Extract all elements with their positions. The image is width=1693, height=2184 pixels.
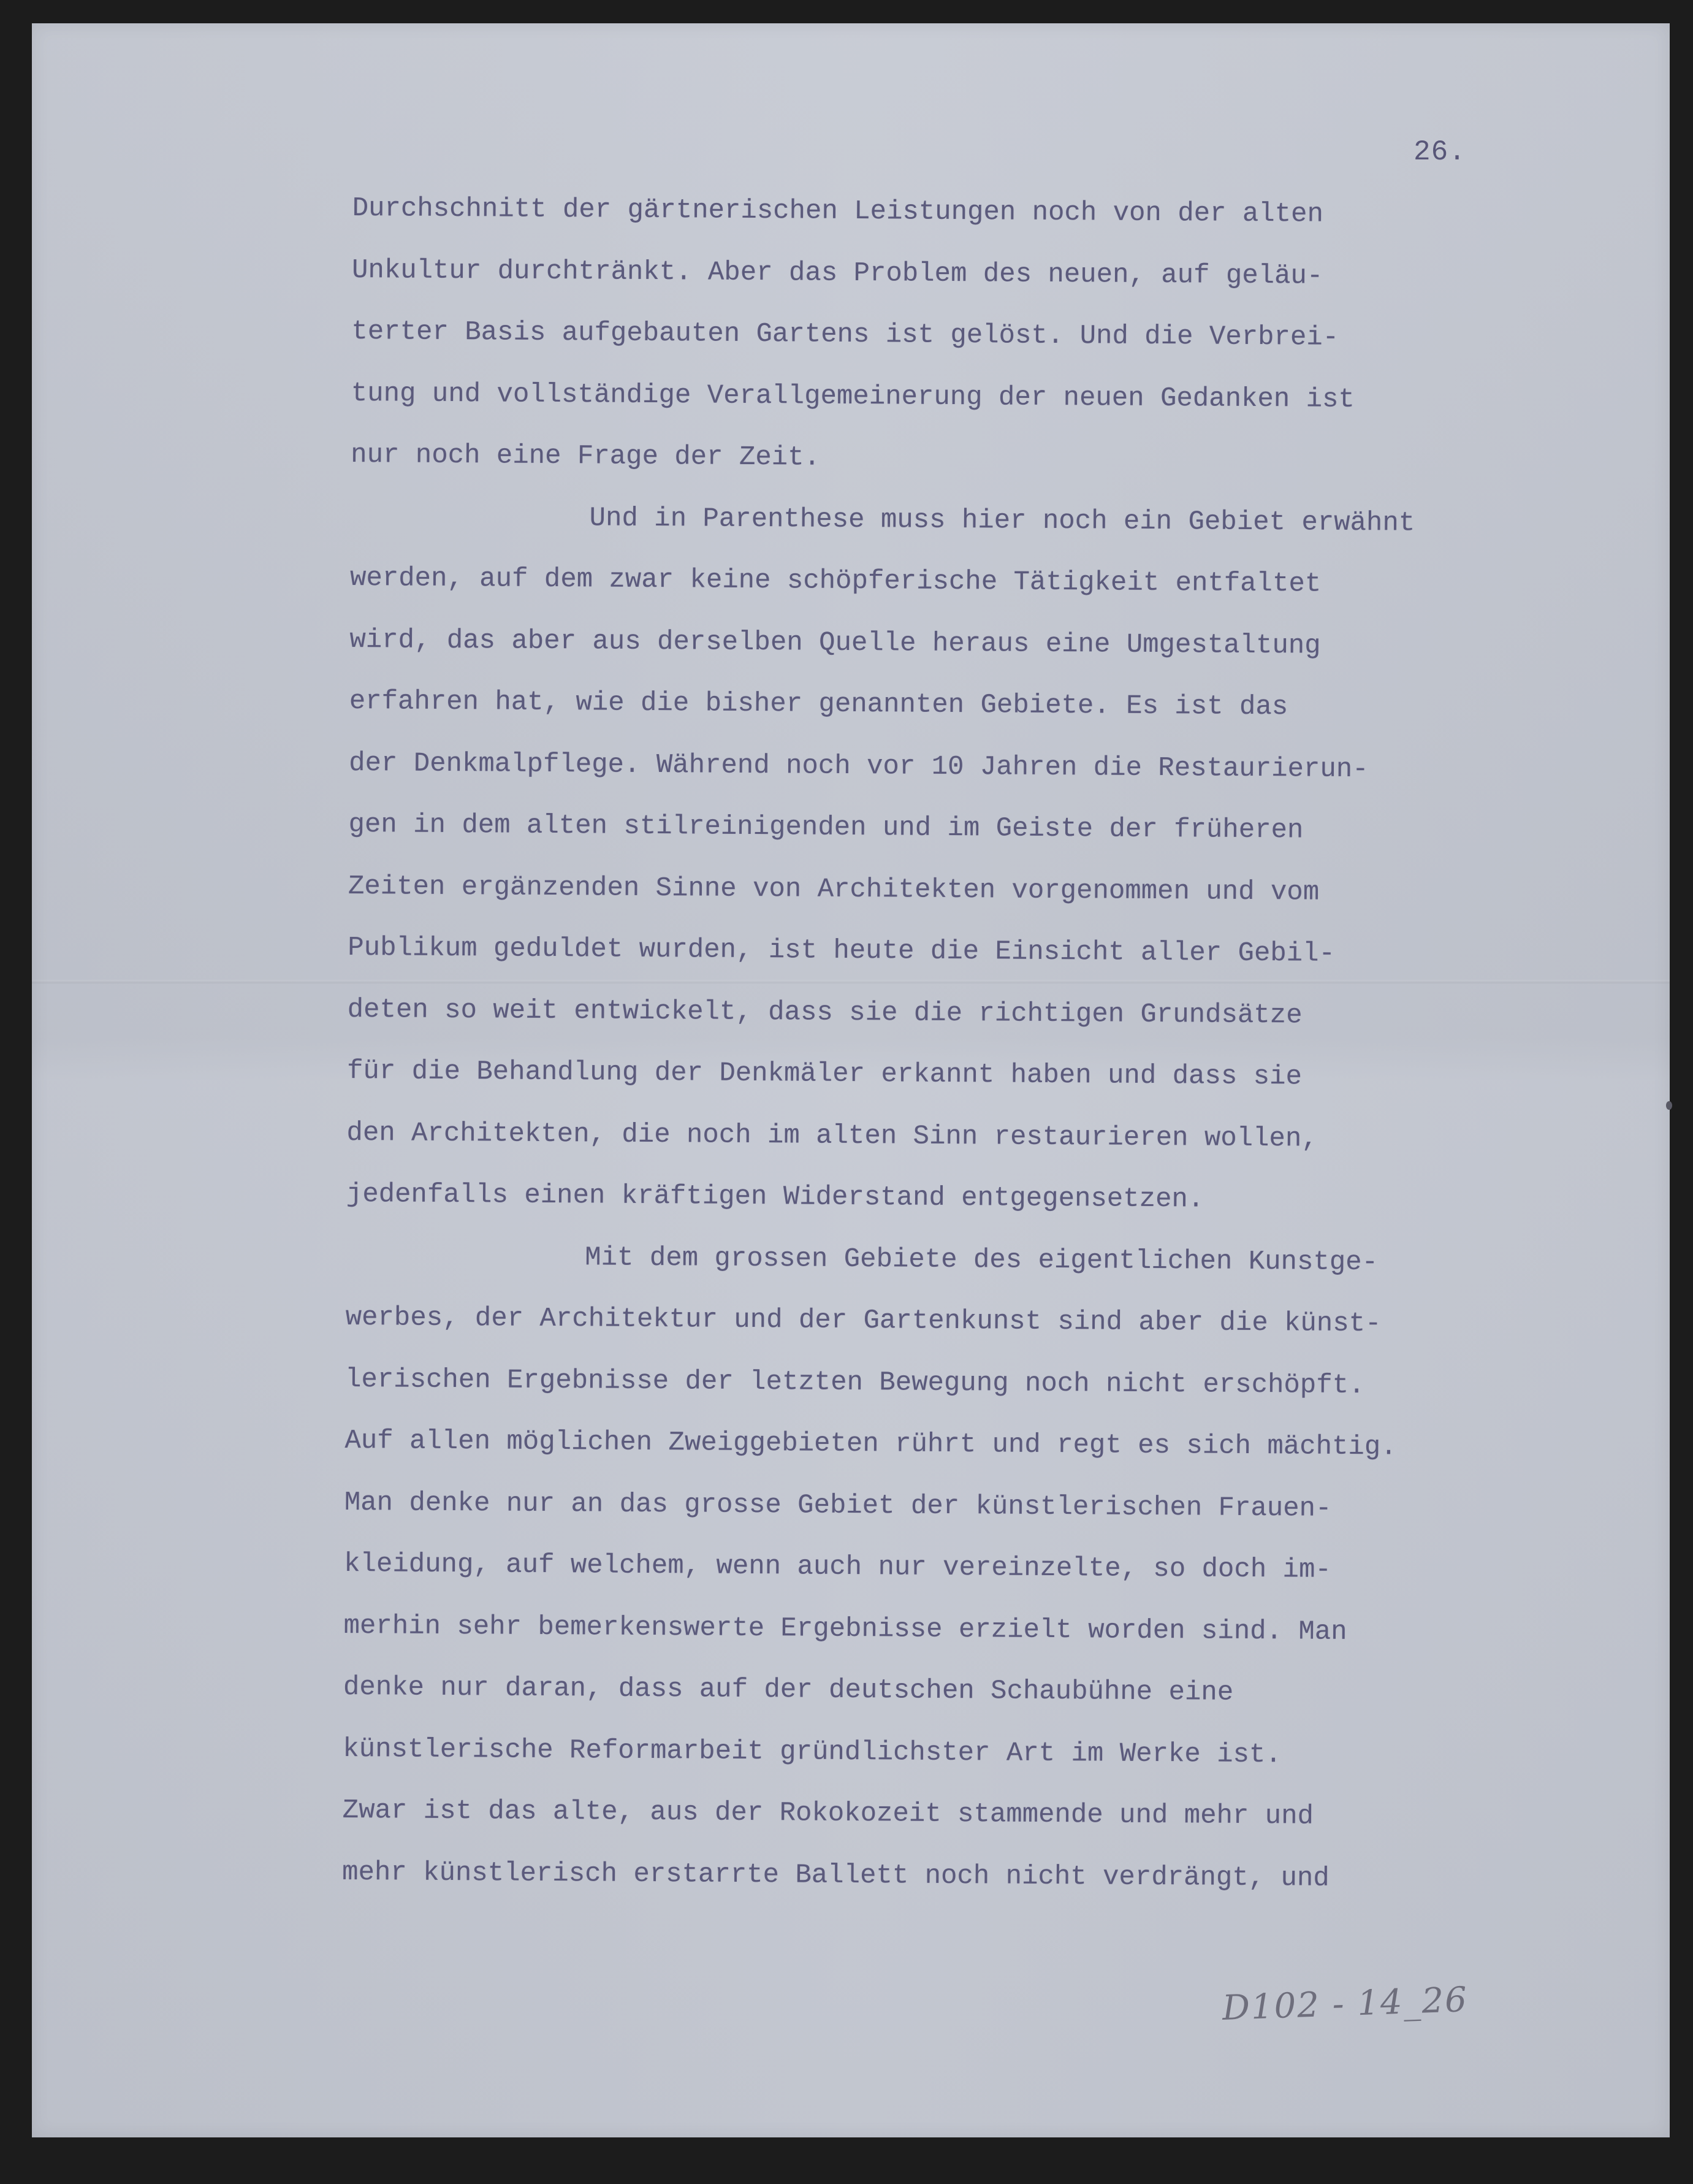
text-line: erfahren hat, wie die bisher genannten Gebiete. Es ist das xyxy=(349,685,1288,723)
text-line: der Denkmalpflege. Während noch vor 10 Jahren die Restaurierun- xyxy=(349,747,1369,785)
ink-speck xyxy=(1666,1101,1672,1110)
archive-signature-mark: D102 - 14_26 xyxy=(1221,1980,1469,2028)
text-line: deten so weit entwickelt, dass sie die richtigen Grundsätze xyxy=(347,994,1303,1031)
text-line: denke nur daran, dass auf der deutschen Schaubühne eine xyxy=(343,1671,1234,1708)
text-line: nur noch eine Frage der Zeit. xyxy=(351,439,821,473)
text-line: den Architekten, die noch im alten Sinn restaurieren wollen, xyxy=(346,1117,1318,1155)
text-line: für die Behandlung der Denkmäler erkannt haben und dass sie xyxy=(346,1055,1303,1093)
text-line: lerischen Ergebnisse der letzten Bewegung noch nicht erschöpft. xyxy=(344,1364,1365,1401)
text-line: Zwar ist das alte, aus der Rokokozeit stammende und mehr und xyxy=(342,1795,1314,1832)
text-line: werden, auf dem zwar keine schöpferische Tätigkeit entfaltet xyxy=(349,562,1322,600)
text-line: Und in Parenthese muss hier noch ein Gebiet erwähnt xyxy=(589,502,1415,539)
text-line: tung und vollständige Verallgemeinerung der neuen Gedanken ist xyxy=(351,378,1355,415)
text-line: Mit dem grossen Gebiete des eigentlichen Kunstge- xyxy=(585,1242,1379,1278)
text-line: kleidung, auf welchem, wenn auch nur vereinzelte, so doch im- xyxy=(344,1548,1331,1586)
text-line: Publikum geduldet wurden, ist heute die Einsicht aller Gebil- xyxy=(348,932,1336,969)
text-line: Unkultur durchtränkt. Aber das Problem des neuen, auf geläu- xyxy=(351,254,1323,292)
text-line: terter Basis aufgebauten Gartens ist gelöst. Und die Verbrei- xyxy=(351,316,1339,353)
text-line: Auf allen möglichen Zweiggebieten rührt und regt es sich mächtig. xyxy=(344,1425,1397,1463)
text-line: Man denke nur an das grosse Gebiet der künstlerischen Frauen- xyxy=(344,1487,1332,1524)
text-line: merhin sehr bemerkenswerte Ergebnisse erzielt worden sind. Man xyxy=(343,1610,1347,1648)
body-text xyxy=(342,178,1640,1911)
text-line: gen in dem alten stilreinigenden und im Geiste der früheren xyxy=(348,809,1304,846)
text-line: künstlerische Reformarbeit gründlichster Art im Werke ist. xyxy=(343,1733,1282,1770)
text-line: jedenfalls einen kräftigen Widerstand entgegensetzen. xyxy=(346,1178,1204,1215)
text-line: werbes, der Architektur und der Gartenkunst sind aber die künst- xyxy=(345,1302,1382,1340)
text-line: wird, das aber aus derselben Quelle heraus eine Umgestaltung xyxy=(349,624,1321,662)
text-line: mehr künstlerisch erstarrte Ballett noch nicht verdrängt, und xyxy=(341,1857,1330,1894)
text-line: Durchschnitt der gärtnerischen Leistungen noch von der alten xyxy=(352,193,1324,230)
text-line: Zeiten ergänzenden Sinne von Architekten vorgenommen und vom xyxy=(348,871,1320,908)
page-number: 26. xyxy=(1413,136,1466,168)
